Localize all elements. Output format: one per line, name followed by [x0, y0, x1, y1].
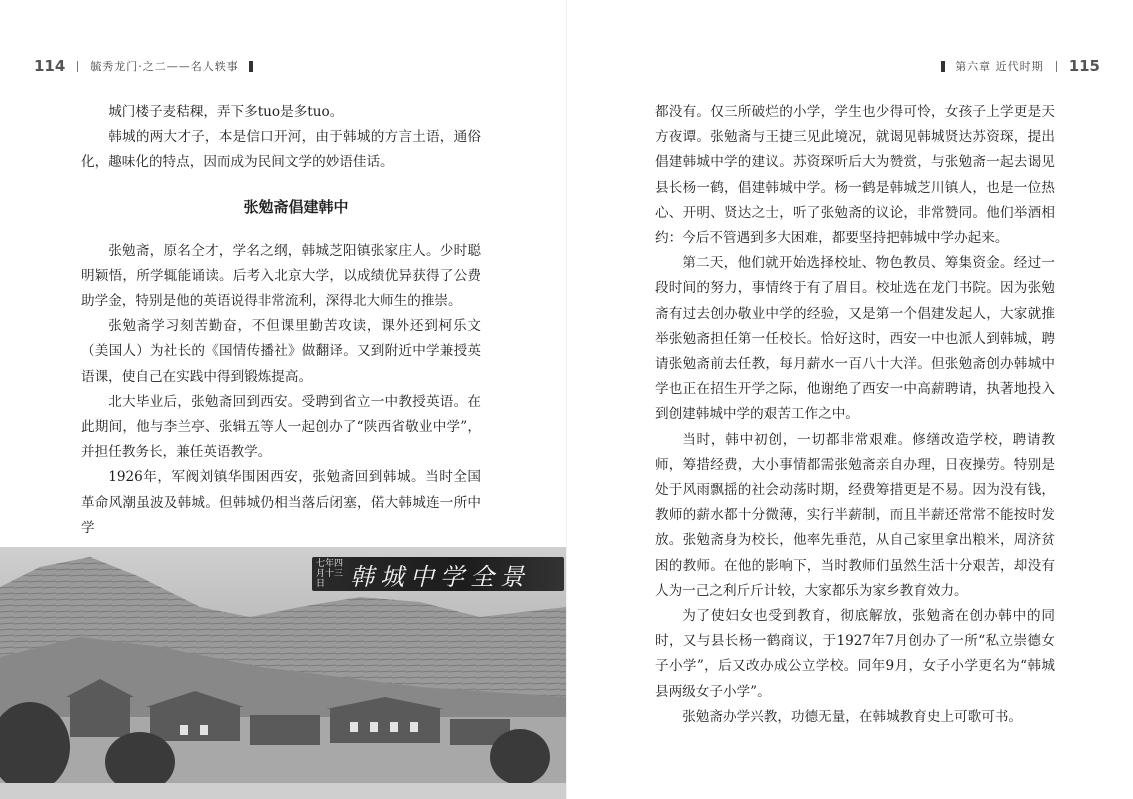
photo-caption-title: 景全学中城韩 — [350, 562, 530, 591]
paragraph: 都没有。仅三所破烂的小学，学生也少得可怜，女孩子上学更是天方夜谭。张勉斋与王捷三见此境况，就谒见韩城贤达苏资琛，提出倡建韩城中学的建议。苏资琛听后大为赞赏，与张勉斋一起去谒见县长杨一鹤，倡建韩城中学。杨一鹤是韩城芝川镇人，也是一位热心、开明、贤达之士，听了张勉斋的议论，非常赞同。他们举酒相约：今后不管遇到多大困难，都要坚持把韩城中学办起来。 — [655, 104, 1055, 247]
left-running-head — [34, 56, 263, 76]
photo-caption-date: 七年四月十三日 — [316, 559, 344, 589]
paragraph: 韩城的两大才子，本是信口开河，由于韩城的方言土语，通俗化，趣味化的特点，因而成为民间文学的妙语佳话。 — [81, 129, 481, 171]
marker-block — [249, 61, 253, 72]
right-page-number: 115 — [1068, 57, 1100, 75]
paragraph: 北大毕业后，张勉斋回到西安。受聘到省立一中教授英语。在此期间，他与李兰亭、张辑五等人一起创办了“陕西省敬业中学”，并担任教务长，兼任英语教学。 — [81, 393, 481, 461]
left-text-column — [81, 100, 481, 541]
school-panorama-photo — [0, 547, 566, 799]
right-running-head-title: 第六章 近代时期 — [955, 60, 1044, 73]
right-text-column — [655, 100, 1055, 730]
divider-bar — [77, 61, 78, 72]
paragraph: 1926年，军阀刘镇华围困西安，张勉斋回到韩城。当时全国革命风潮虽波及韩城。但韩城仍相当落后闭塞，偌大韩城连一所中学 — [81, 469, 481, 536]
marker-block — [941, 61, 945, 72]
section-title: 张勉斋倡建韩中 — [243, 197, 349, 216]
paragraph: 当时，韩中初创，一切都非常艰难。修缮改造学校，聘请教师，筹措经费，大小事情都需张勉斋亲自办理，日夜操劳。特别是处于风雨飘摇的社会动荡时期，经费筹措更是不易。因为没有钱，教师的薪水都十分微薄，实行半薪制，而且半薪还常常不能按时发放。张勉斋身为校长，他率先垂范，从自己家里拿出粮米，周济贫困的教师。在他的影响下，当时教师们虽然生活十分艰苦，却没有人为一己之利斤斤计较，大家都乐为家乡教育效力。 — [655, 431, 1055, 599]
right-running-head — [931, 56, 1100, 76]
page-gutter — [566, 0, 567, 799]
paragraph: 张勉斋学习刻苦勤奋，不但课里勤苦攻读，课外还到柯乐文（美国人）为社长的《国情传播社》做翻译。又到附近中学兼授英语课，使自己在实践中得到锻炼提高。 — [81, 318, 481, 385]
paragraph: 第二天，他们就开始选择校址、物色教员、筹集资金。经过一段时间的努力，事情终于有了眉目。校址选在龙门书院。因为张勉斋有过去创办敬业中学的经验，又是第一个倡建发起人，大家就推举张勉斋担任第一任校长。恰好这时，西安一中也派人到韩城，聘请张勉斋前去任教，每月薪水一百八十大洋。但张勉斋创办韩城中学也正在招生开学之际，他谢绝了西安一中高薪聘请，执著地投入到创建韩城中学的艰苦工作之中。 — [655, 255, 1055, 423]
paragraph: 为了使妇女也受到教育，彻底解放，张勉斋在创办韩中的同时，又与县长杨一鹤商议，于1927年7月创办了一所“私立崇德女子小学”，后又改办成公立学校。同年9月，女子小学更名为“韩城县两级女子小学”。 — [655, 608, 1055, 700]
paragraph: 张勉斋办学兴教，功德无量，在韩城教育史上可歌可书。 — [682, 708, 1023, 725]
paragraph: 张勉斋，原名仝才，学名之纲，韩城芝阳镇张家庄人。少时聪明颖悟，所学辄能诵读。后考入北京大学，以成绩优异获得了公费助学金，特别是他的英语说得非常流利，深得北大师生的推崇。 — [81, 242, 481, 310]
left-running-head-title: 毓秀龙门·之二——名人轶事 — [90, 60, 239, 73]
left-page-number: 114 — [34, 57, 66, 75]
divider-bar — [1056, 61, 1057, 72]
photo-caption-banner — [312, 557, 564, 591]
paragraph: 城门楼子麦秸稞，弄下多tuo是多tuo。 — [108, 104, 344, 120]
